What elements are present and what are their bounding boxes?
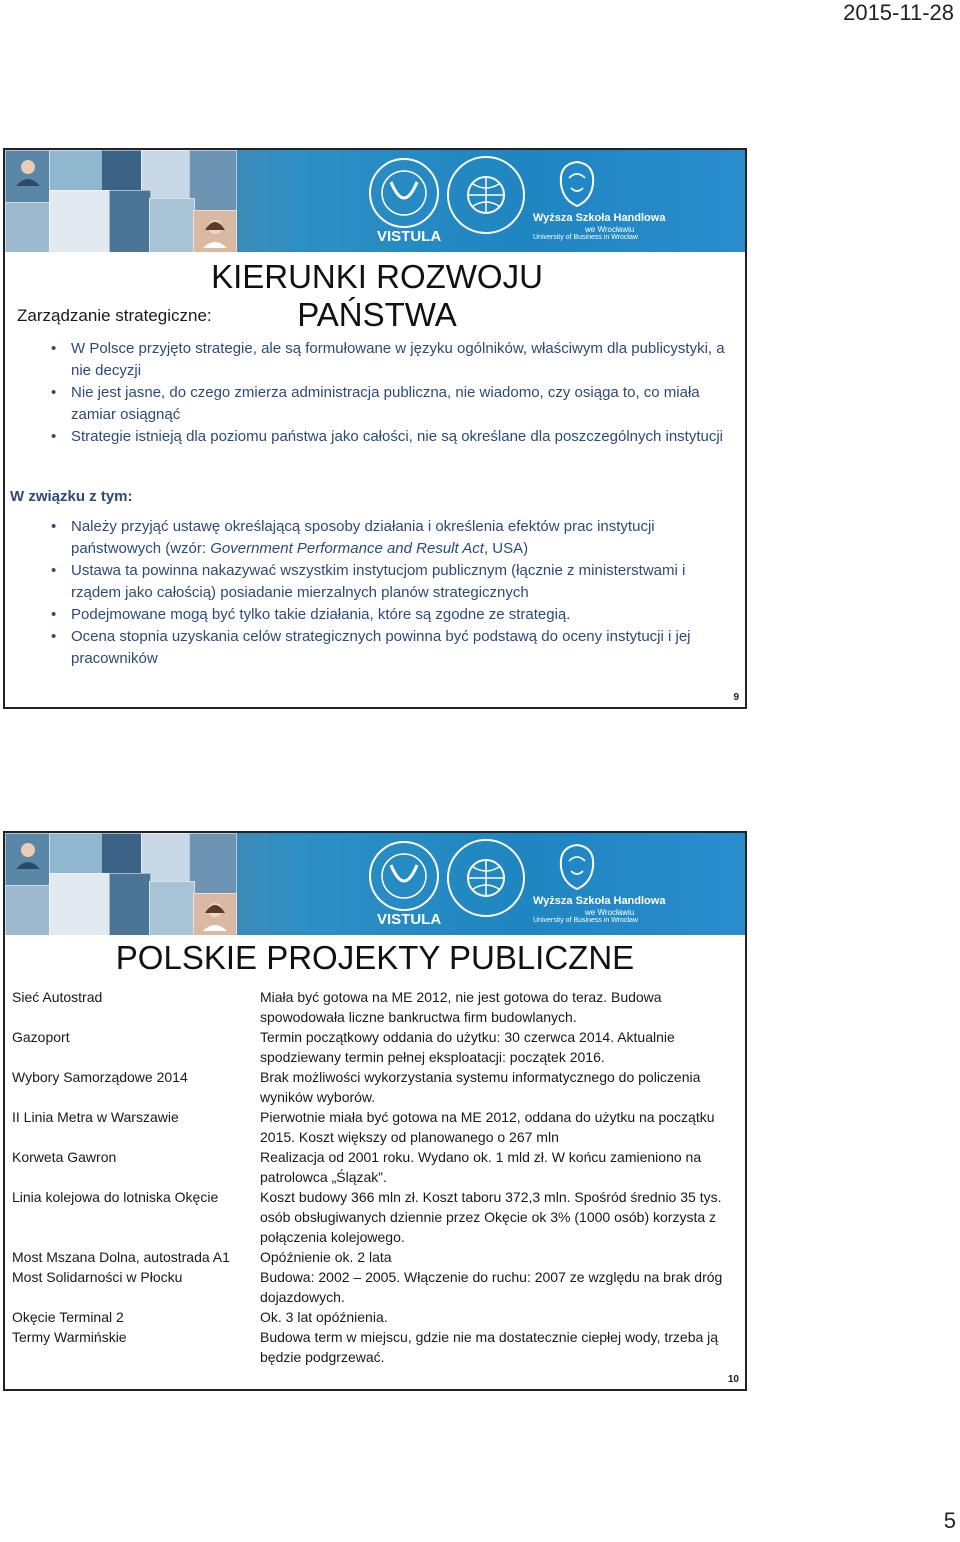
slide-header-banner (5, 833, 745, 935)
project-description: Termin początkowy oddania do użytku: 30 czerwca 2014. Aktualnie spodziewany termin pełnej eksploatacji: początek 2016. (260, 1029, 675, 1065)
project-description: Ok. 3 lat opóźnienia. (260, 1309, 388, 1325)
project-name: II Linia Metra w Warszawie (12, 1109, 179, 1125)
person-icon (13, 839, 43, 869)
list-item: • Strategie istnieją dla poziomu państwa jako całości, nie są określane dla poszczególnych instytucji (49, 426, 739, 448)
project-name: Most Solidarności w Płocku (12, 1269, 183, 1285)
person-icon (201, 216, 229, 248)
wsh-logo (555, 843, 599, 891)
bullet-text: , USA) (483, 540, 529, 557)
project-description: Budowa term w miejscu, gdzie nie ma dostatecznie ciepłej wody, trzeba ją będzie podgrzewać. (260, 1329, 719, 1365)
list-item: • Ustawa ta powinna nakazywać wszystkim instytucjom publicznym (łącznie z ministerstwami i rządem jako całością) posiadanie mierzalnych planów strategicznych (49, 560, 739, 604)
logo-wsh-line2: we Wrocławiu (585, 908, 635, 917)
person-icon (201, 899, 229, 931)
project-name: Sieć Autostrad (12, 989, 103, 1005)
project-name: Okęcie Terminal 2 (12, 1309, 124, 1325)
sgtir-logo (445, 837, 527, 919)
logo-wsh-line1: Wyższa Szkoła Handlowa (533, 212, 666, 224)
vistula-logo (367, 839, 441, 913)
person-icon (13, 156, 43, 186)
photo-collage (5, 150, 235, 252)
list-item: • Ocena stopnia uzyskania celów strategicznych powinna być podstawą do oceny instytucji i jej pracowników (49, 626, 739, 670)
project-description: Budowa: 2002 – 2005. Włączenie do ruchu: 2007 ze względu na brak dróg dojazdowych. (260, 1269, 723, 1305)
sgtir-logo (445, 154, 527, 236)
sidebar-heading: Zarządzanie strategiczne: (17, 306, 212, 325)
slide-header-banner (5, 150, 745, 252)
project-name: Gazoport (12, 1029, 70, 1045)
bullet-text: Należy przyjąć ustawę określającą sposoby działania i określenia efektów prac instytucji państwowych (wzór: (71, 518, 655, 557)
page-date: 2015-11-28 (843, 0, 954, 25)
logo-wsh-line3: University of Business in Wrocław (533, 917, 638, 924)
list-item: • W Polsce przyjęto strategie, ale są formułowane w języku ogólników, właściwym dla publicystyki, a nie decyzji (49, 338, 739, 382)
slide-number: 9 (733, 692, 739, 703)
bullet-list-bottom (49, 516, 739, 670)
project-name: Korweta Gawron (12, 1149, 117, 1165)
bullet-list-top (49, 338, 739, 448)
vistula-logo (367, 156, 441, 230)
bullet-text-italic: Government Performance and Result Act (210, 540, 484, 557)
project-description: Opóźnienie ok. 2 lata (260, 1249, 392, 1265)
slide-9 (3, 148, 747, 709)
logo-wsh-line2: we Wrocławiu (585, 225, 635, 234)
subheading: W związku z tym: (10, 488, 133, 505)
project-name: Wybory Samorządowe 2014 (12, 1069, 188, 1085)
photo-collage (5, 833, 235, 935)
project-name: Termy Warmińskie (12, 1329, 127, 1345)
logo-vistula-text: VISTULA (377, 911, 442, 928)
wsh-logo (555, 160, 599, 208)
slide-title: KIERUNKI ROZWOJU PAŃSTWA (211, 258, 543, 333)
project-description: Miała być gotowa na ME 2012, nie jest gotowa do teraz. Budowa spowodowała liczne bankructwa firm budowlanych. (260, 989, 662, 1025)
project-name: Linia kolejowa do lotniska Okęcie (12, 1189, 219, 1205)
logo-wsh-line1: Wyższa Szkoła Handlowa (533, 895, 666, 907)
project-name: Most Mszana Dolna, autostrada A1 (12, 1249, 230, 1265)
logo-vistula-text: VISTULA (377, 228, 442, 245)
list-item (49, 516, 739, 560)
page-number: 5 (943, 1508, 956, 1533)
project-description: Realizacja od 2001 roku. Wydano ok. 1 mld zł. W końcu zamieniono na patrolowca „Ślązak”. (260, 1149, 702, 1185)
slide-number: 10 (727, 1374, 739, 1385)
logo-wsh-line3: University of Business in Wrocław (533, 234, 638, 241)
project-description: Koszt budowy 366 mln zł. Koszt taboru 372,3 mln. Spośród średnio 35 tys. osób obsługiwanych dziennie przez Okęcie ok 3% (1000 osób) korzysta z połączenia kolejowego. (260, 1189, 722, 1245)
slide-10 (3, 831, 747, 1391)
project-description: Brak możliwości wykorzystania systemu informatycznego do policzenia wyników wyborów. (260, 1069, 701, 1105)
slide-title: POLSKIE PROJEKTY PUBLICZNE (115, 939, 635, 976)
list-item: • Podejmowane mogą być tylko takie działania, które są zgodne ze strategią. (49, 604, 739, 626)
list-item: • Nie jest jasne, do czego zmierza administracja publiczna, nie wiadomo, czy osiąga to, co miała zamiar osiągnąć (49, 382, 739, 426)
project-description: Pierwotnie miała być gotowa na ME 2012, oddana do użytku na początku 2015. Koszt większy od planowanego o 267 mln (260, 1109, 715, 1145)
